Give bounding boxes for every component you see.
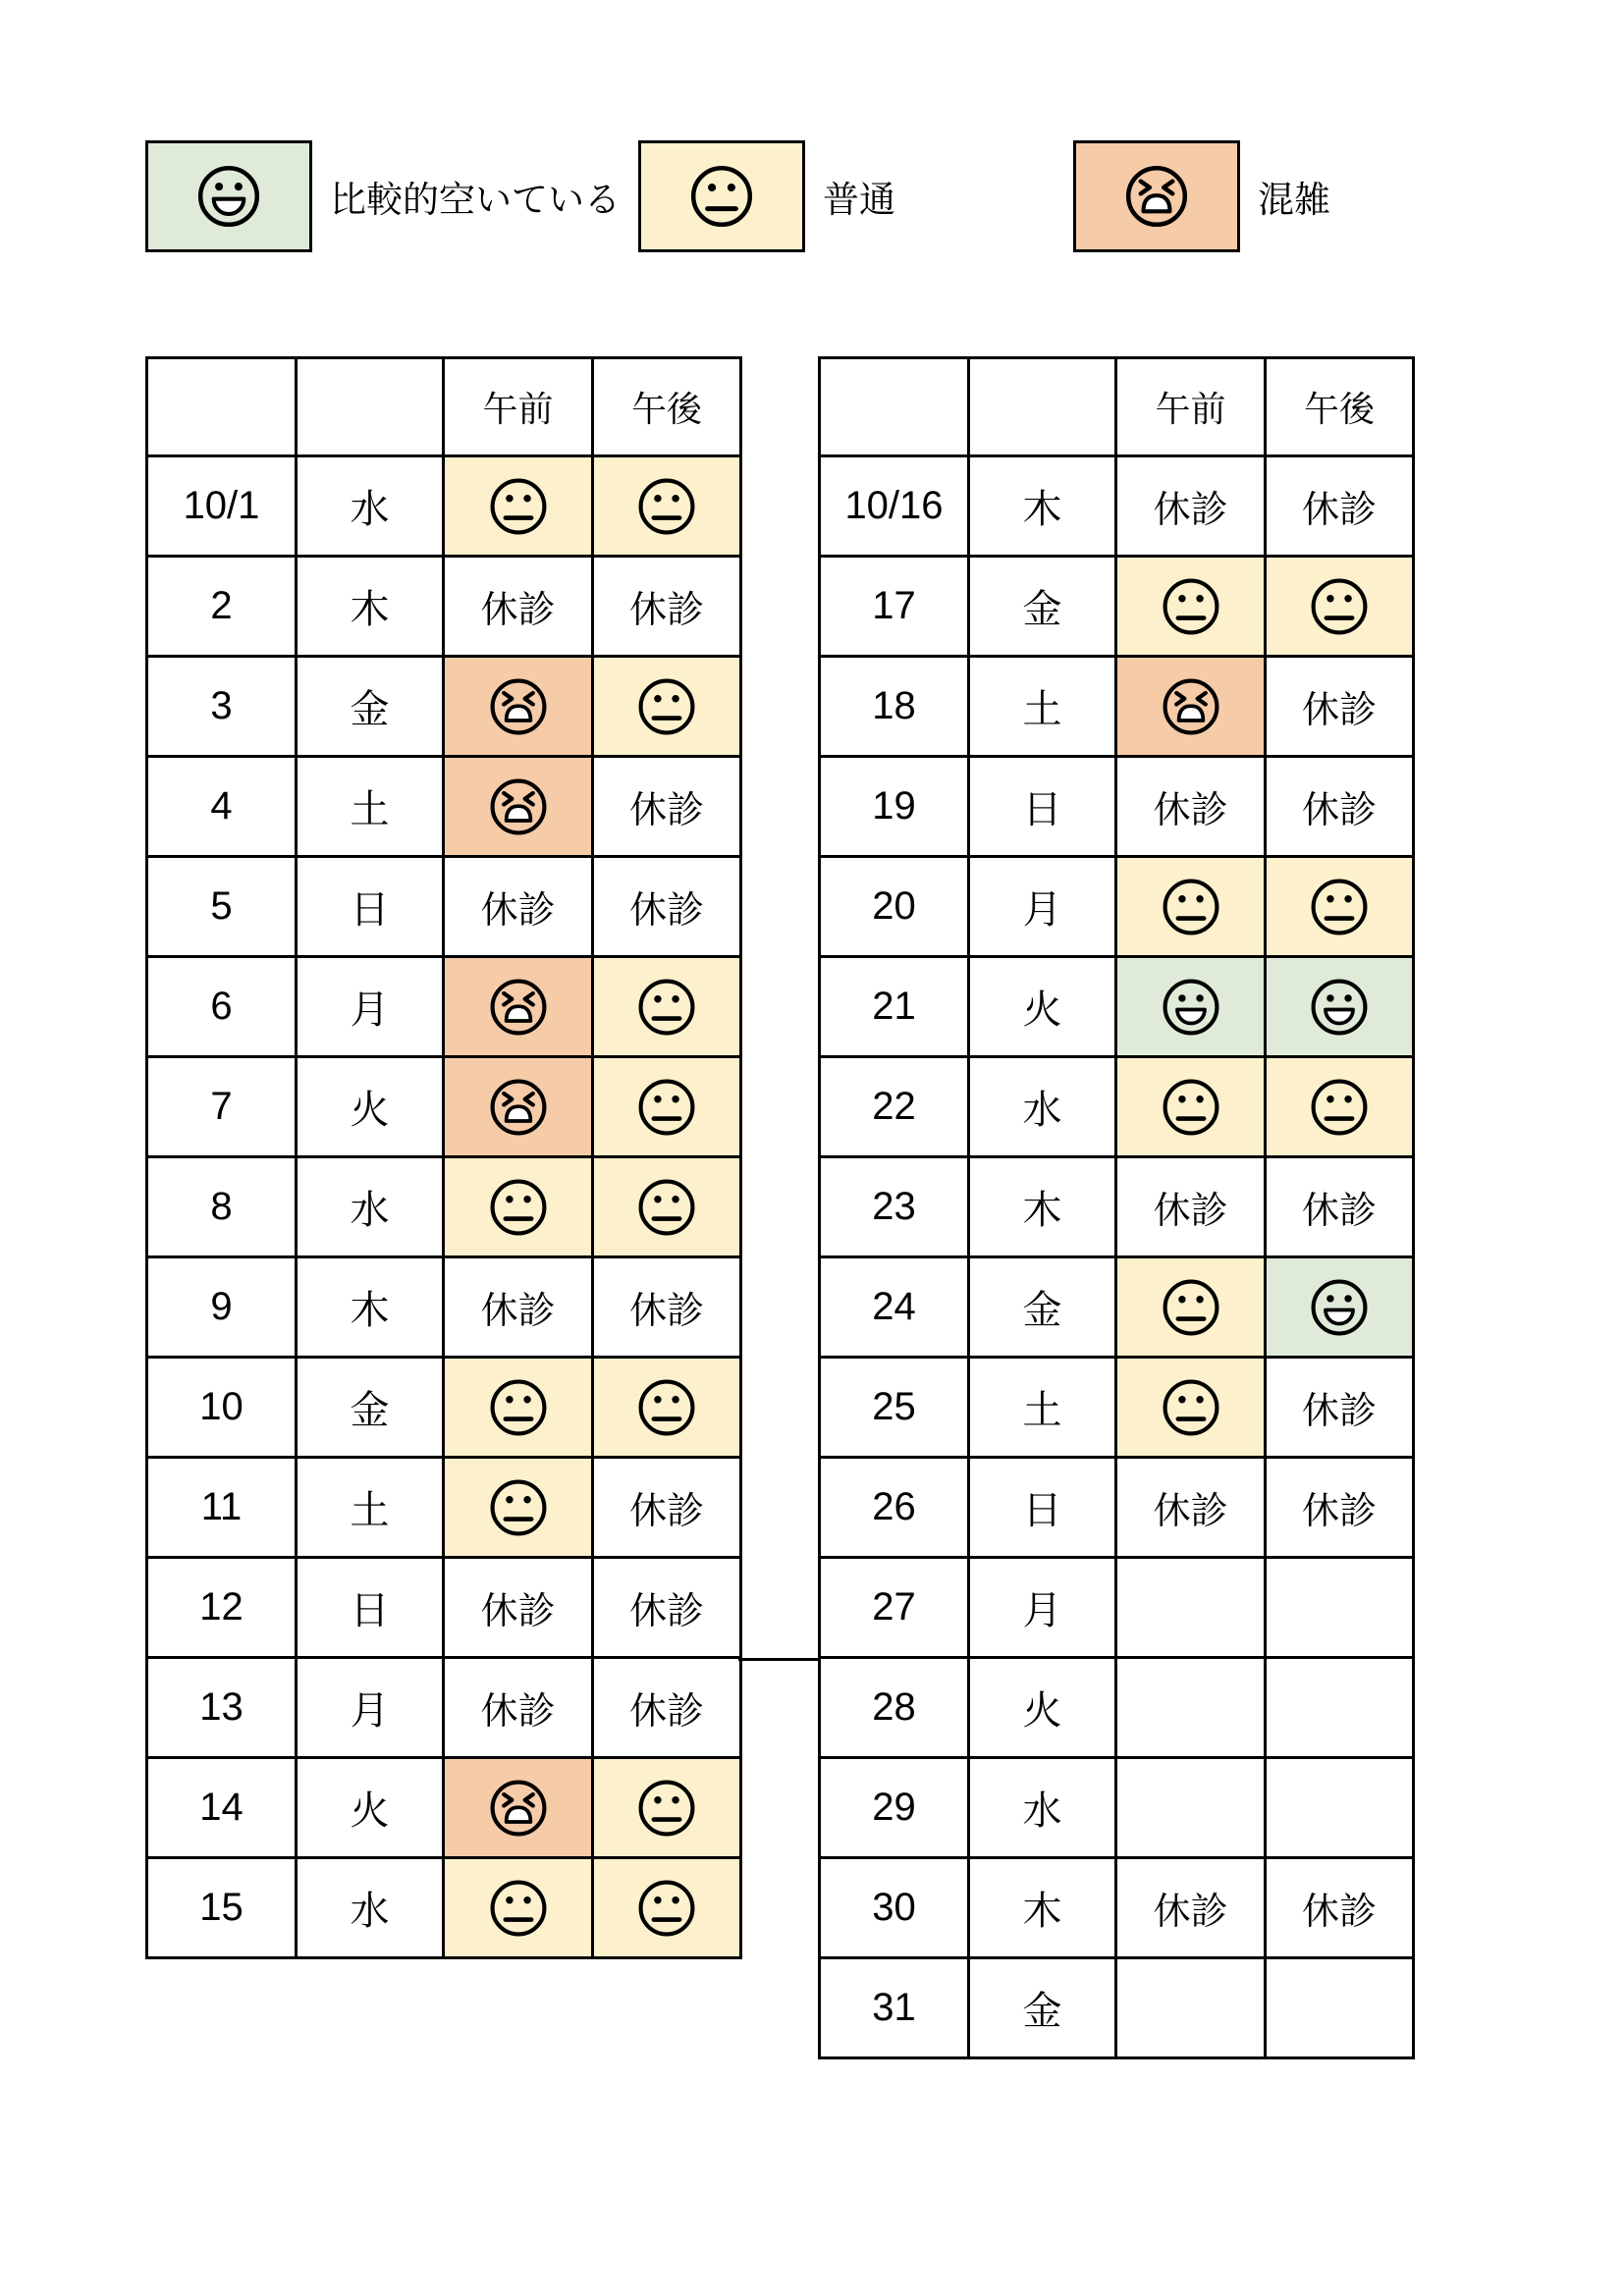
am-status-cell (1116, 957, 1266, 1057)
header-row (820, 358, 1414, 456)
date-cell: 25 (820, 1358, 969, 1458)
day-cell: 火 (297, 1758, 444, 1858)
am-status-cell (1116, 1358, 1266, 1458)
neutral-face-icon (634, 1175, 699, 1240)
table-row (147, 1758, 741, 1858)
am-status-cell (444, 1157, 593, 1257)
table-row (820, 1858, 1414, 1958)
am-status-cell (1116, 1958, 1266, 2058)
happy-face-icon (1307, 975, 1372, 1040)
pm-status-cell (593, 1758, 741, 1858)
am-status-cell: 休診 (444, 1658, 593, 1758)
day-cell: 日 (297, 1558, 444, 1658)
neutral-face-icon (1159, 1275, 1223, 1340)
date-cell: 26 (820, 1458, 969, 1558)
header-row (147, 358, 741, 456)
pm-status-cell: 休診 (1266, 757, 1414, 857)
day-cell: 水 (297, 1858, 444, 1958)
neutral-face-icon (634, 975, 699, 1040)
legend-swatch-free (145, 140, 312, 252)
day-cell: 水 (297, 1157, 444, 1257)
pm-status-cell: 休診 (1266, 1458, 1414, 1558)
table-row (147, 1858, 741, 1958)
date-cell: 4 (147, 757, 297, 857)
pm-status-cell (1266, 857, 1414, 957)
am-status-cell (1116, 1658, 1266, 1758)
pm-status-cell: 休診 (1266, 1858, 1414, 1958)
day-cell: 日 (969, 1458, 1116, 1558)
pm-status-cell (1266, 1057, 1414, 1157)
day-cell: 土 (297, 1458, 444, 1558)
table-row (147, 1057, 741, 1157)
day-cell: 日 (297, 857, 444, 957)
day-cell: 火 (969, 1658, 1116, 1758)
header-cell-pm: 午後 (1266, 358, 1414, 456)
date-cell: 29 (820, 1758, 969, 1858)
neutral-face-icon (634, 1075, 699, 1140)
table-connector-line (738, 1658, 821, 1661)
neutral-face-icon (634, 674, 699, 739)
table-row (147, 857, 741, 957)
table-row (820, 1157, 1414, 1257)
am-status-cell (1116, 557, 1266, 657)
header-cell-am: 午前 (1116, 358, 1266, 456)
table-row (147, 1658, 741, 1758)
header-cell-pm: 午後 (593, 358, 741, 456)
pm-status-cell (593, 1057, 741, 1157)
date-cell: 30 (820, 1858, 969, 1958)
neutral-face-icon (1159, 1075, 1223, 1140)
table-row (820, 1558, 1414, 1658)
date-cell: 28 (820, 1658, 969, 1758)
pm-status-cell: 休診 (593, 1257, 741, 1358)
pm-status-cell (593, 1157, 741, 1257)
neutral-face-icon (1307, 574, 1372, 639)
day-cell: 木 (969, 1858, 1116, 1958)
header-cell-blank (297, 358, 444, 456)
pm-status-cell (1266, 1958, 1414, 2058)
pm-status-cell: 休診 (593, 757, 741, 857)
pm-status-cell (1266, 1758, 1414, 1858)
tired-face-icon (486, 975, 551, 1040)
am-status-cell: 休診 (444, 1257, 593, 1358)
table-row (820, 456, 1414, 557)
neutral-face-icon (1159, 1375, 1223, 1440)
table-row (820, 1057, 1414, 1157)
day-cell: 月 (969, 857, 1116, 957)
date-cell: 10/16 (820, 456, 969, 557)
am-status-cell (1116, 1758, 1266, 1858)
happy-face-icon (1307, 1275, 1372, 1340)
pm-status-cell: 休診 (593, 1658, 741, 1758)
table-row (147, 1358, 741, 1458)
tired-face-icon (1159, 674, 1223, 739)
legend-item-normal (638, 140, 895, 252)
schedule-table-second-half (818, 356, 1415, 2059)
table-row (147, 456, 741, 557)
neutral-face-icon (486, 1876, 551, 1941)
legend-label-free: 比較的空いている (330, 180, 621, 220)
header-cell-am: 午前 (444, 358, 593, 456)
tired-face-icon (486, 674, 551, 739)
pm-status-cell (1266, 1658, 1414, 1758)
neutral-face-icon (486, 474, 551, 539)
am-status-cell: 休診 (1116, 1157, 1266, 1257)
am-status-cell: 休診 (444, 1558, 593, 1658)
date-cell: 9 (147, 1257, 297, 1358)
neutral-face-icon (1307, 1075, 1372, 1140)
tired-face-icon (486, 1075, 551, 1140)
day-cell: 日 (969, 757, 1116, 857)
pm-status-cell (593, 1358, 741, 1458)
pm-status-cell: 休診 (593, 857, 741, 957)
date-cell: 7 (147, 1057, 297, 1157)
pm-status-cell (593, 657, 741, 757)
neutral-face-icon (486, 1175, 551, 1240)
date-cell: 5 (147, 857, 297, 957)
day-cell: 月 (297, 957, 444, 1057)
pm-status-cell (1266, 557, 1414, 657)
table-row (147, 757, 741, 857)
date-cell: 13 (147, 1658, 297, 1758)
table-row (820, 1358, 1414, 1458)
am-status-cell: 休診 (1116, 757, 1266, 857)
am-status-cell (1116, 1057, 1266, 1157)
pm-status-cell (1266, 957, 1414, 1057)
day-cell: 水 (969, 1057, 1116, 1157)
header-cell-blank (147, 358, 297, 456)
tired-face-icon (1121, 161, 1192, 232)
happy-face-icon (193, 161, 264, 232)
happy-face-icon (1159, 975, 1223, 1040)
day-cell: 土 (297, 757, 444, 857)
am-status-cell (1116, 857, 1266, 957)
am-status-cell: 休診 (444, 857, 593, 957)
day-cell: 金 (969, 1958, 1116, 2058)
am-status-cell (444, 1858, 593, 1958)
table-row (820, 957, 1414, 1057)
header-cell-blank (820, 358, 969, 456)
date-cell: 17 (820, 557, 969, 657)
day-cell: 土 (969, 1358, 1116, 1458)
table-row (820, 657, 1414, 757)
table-row (147, 1257, 741, 1358)
neutral-face-icon (1307, 875, 1372, 939)
table-row (820, 757, 1414, 857)
table-row (147, 557, 741, 657)
tired-face-icon (486, 1776, 551, 1841)
table-row (820, 1958, 1414, 2058)
tired-face-icon (486, 774, 551, 839)
date-cell: 14 (147, 1758, 297, 1858)
neutral-face-icon (634, 1876, 699, 1941)
header-cell-blank (969, 358, 1116, 456)
neutral-face-icon (634, 1375, 699, 1440)
table-row (820, 857, 1414, 957)
table-row (147, 1558, 741, 1658)
legend-label-crowded: 混雑 (1258, 180, 1330, 220)
table-row (147, 957, 741, 1057)
neutral-face-icon (634, 474, 699, 539)
pm-status-cell: 休診 (1266, 1157, 1414, 1257)
am-status-cell (1116, 1558, 1266, 1658)
am-status-cell: 休診 (1116, 456, 1266, 557)
day-cell: 土 (969, 657, 1116, 757)
neutral-face-icon (1159, 574, 1223, 639)
neutral-face-icon (486, 1375, 551, 1440)
day-cell: 木 (297, 557, 444, 657)
table-row (820, 1257, 1414, 1358)
neutral-face-icon (486, 1475, 551, 1540)
date-cell: 20 (820, 857, 969, 957)
legend-swatch-crowded (1073, 140, 1240, 252)
am-status-cell: 休診 (1116, 1458, 1266, 1558)
date-cell: 19 (820, 757, 969, 857)
table-row (820, 1658, 1414, 1758)
table-row (820, 557, 1414, 657)
pm-status-cell (593, 957, 741, 1057)
day-cell: 木 (969, 456, 1116, 557)
day-cell: 木 (969, 1157, 1116, 1257)
pm-status-cell (1266, 1257, 1414, 1358)
pm-status-cell (593, 456, 741, 557)
pm-status-cell: 休診 (593, 1458, 741, 1558)
date-cell: 24 (820, 1257, 969, 1358)
date-cell: 21 (820, 957, 969, 1057)
legend-item-free (145, 140, 621, 252)
schedule-table-first-half (145, 356, 742, 1959)
date-cell: 3 (147, 657, 297, 757)
am-status-cell (444, 1758, 593, 1858)
date-cell: 23 (820, 1157, 969, 1257)
day-cell: 火 (297, 1057, 444, 1157)
am-status-cell (444, 957, 593, 1057)
date-cell: 2 (147, 557, 297, 657)
table-row (147, 1458, 741, 1558)
date-cell: 10/1 (147, 456, 297, 557)
neutral-face-icon (634, 1776, 699, 1841)
am-status-cell (1116, 1257, 1266, 1358)
date-cell: 22 (820, 1057, 969, 1157)
day-cell: 火 (969, 957, 1116, 1057)
date-cell: 10 (147, 1358, 297, 1458)
am-status-cell (444, 1458, 593, 1558)
pm-status-cell: 休診 (1266, 1358, 1414, 1458)
am-status-cell (444, 757, 593, 857)
pm-status-cell: 休診 (593, 557, 741, 657)
am-status-cell (444, 1057, 593, 1157)
legend-label-normal: 普通 (823, 180, 895, 220)
neutral-face-icon (1159, 875, 1223, 939)
date-cell: 27 (820, 1558, 969, 1658)
table-row (820, 1458, 1414, 1558)
am-status-cell (444, 456, 593, 557)
table-row (147, 1157, 741, 1257)
day-cell: 木 (297, 1257, 444, 1358)
pm-status-cell: 休診 (1266, 657, 1414, 757)
legend-swatch-normal (638, 140, 805, 252)
am-status-cell (444, 1358, 593, 1458)
pm-status-cell (1266, 1558, 1414, 1658)
date-cell: 11 (147, 1458, 297, 1558)
day-cell: 水 (969, 1758, 1116, 1858)
table-row (820, 1758, 1414, 1858)
date-cell: 8 (147, 1157, 297, 1257)
day-cell: 金 (297, 1358, 444, 1458)
date-cell: 15 (147, 1858, 297, 1958)
am-status-cell: 休診 (1116, 1858, 1266, 1958)
date-cell: 12 (147, 1558, 297, 1658)
day-cell: 金 (969, 1257, 1116, 1358)
date-cell: 18 (820, 657, 969, 757)
pm-status-cell: 休診 (593, 1558, 741, 1658)
date-cell: 31 (820, 1958, 969, 2058)
day-cell: 水 (297, 456, 444, 557)
day-cell: 月 (969, 1558, 1116, 1658)
am-status-cell: 休診 (444, 557, 593, 657)
am-status-cell (1116, 657, 1266, 757)
pm-status-cell: 休診 (1266, 456, 1414, 557)
pm-status-cell (593, 1858, 741, 1958)
legend-item-crowded (1073, 140, 1330, 252)
day-cell: 金 (297, 657, 444, 757)
neutral-face-icon (686, 161, 757, 232)
table-row (147, 657, 741, 757)
day-cell: 金 (969, 557, 1116, 657)
date-cell: 6 (147, 957, 297, 1057)
am-status-cell (444, 657, 593, 757)
day-cell: 月 (297, 1658, 444, 1758)
